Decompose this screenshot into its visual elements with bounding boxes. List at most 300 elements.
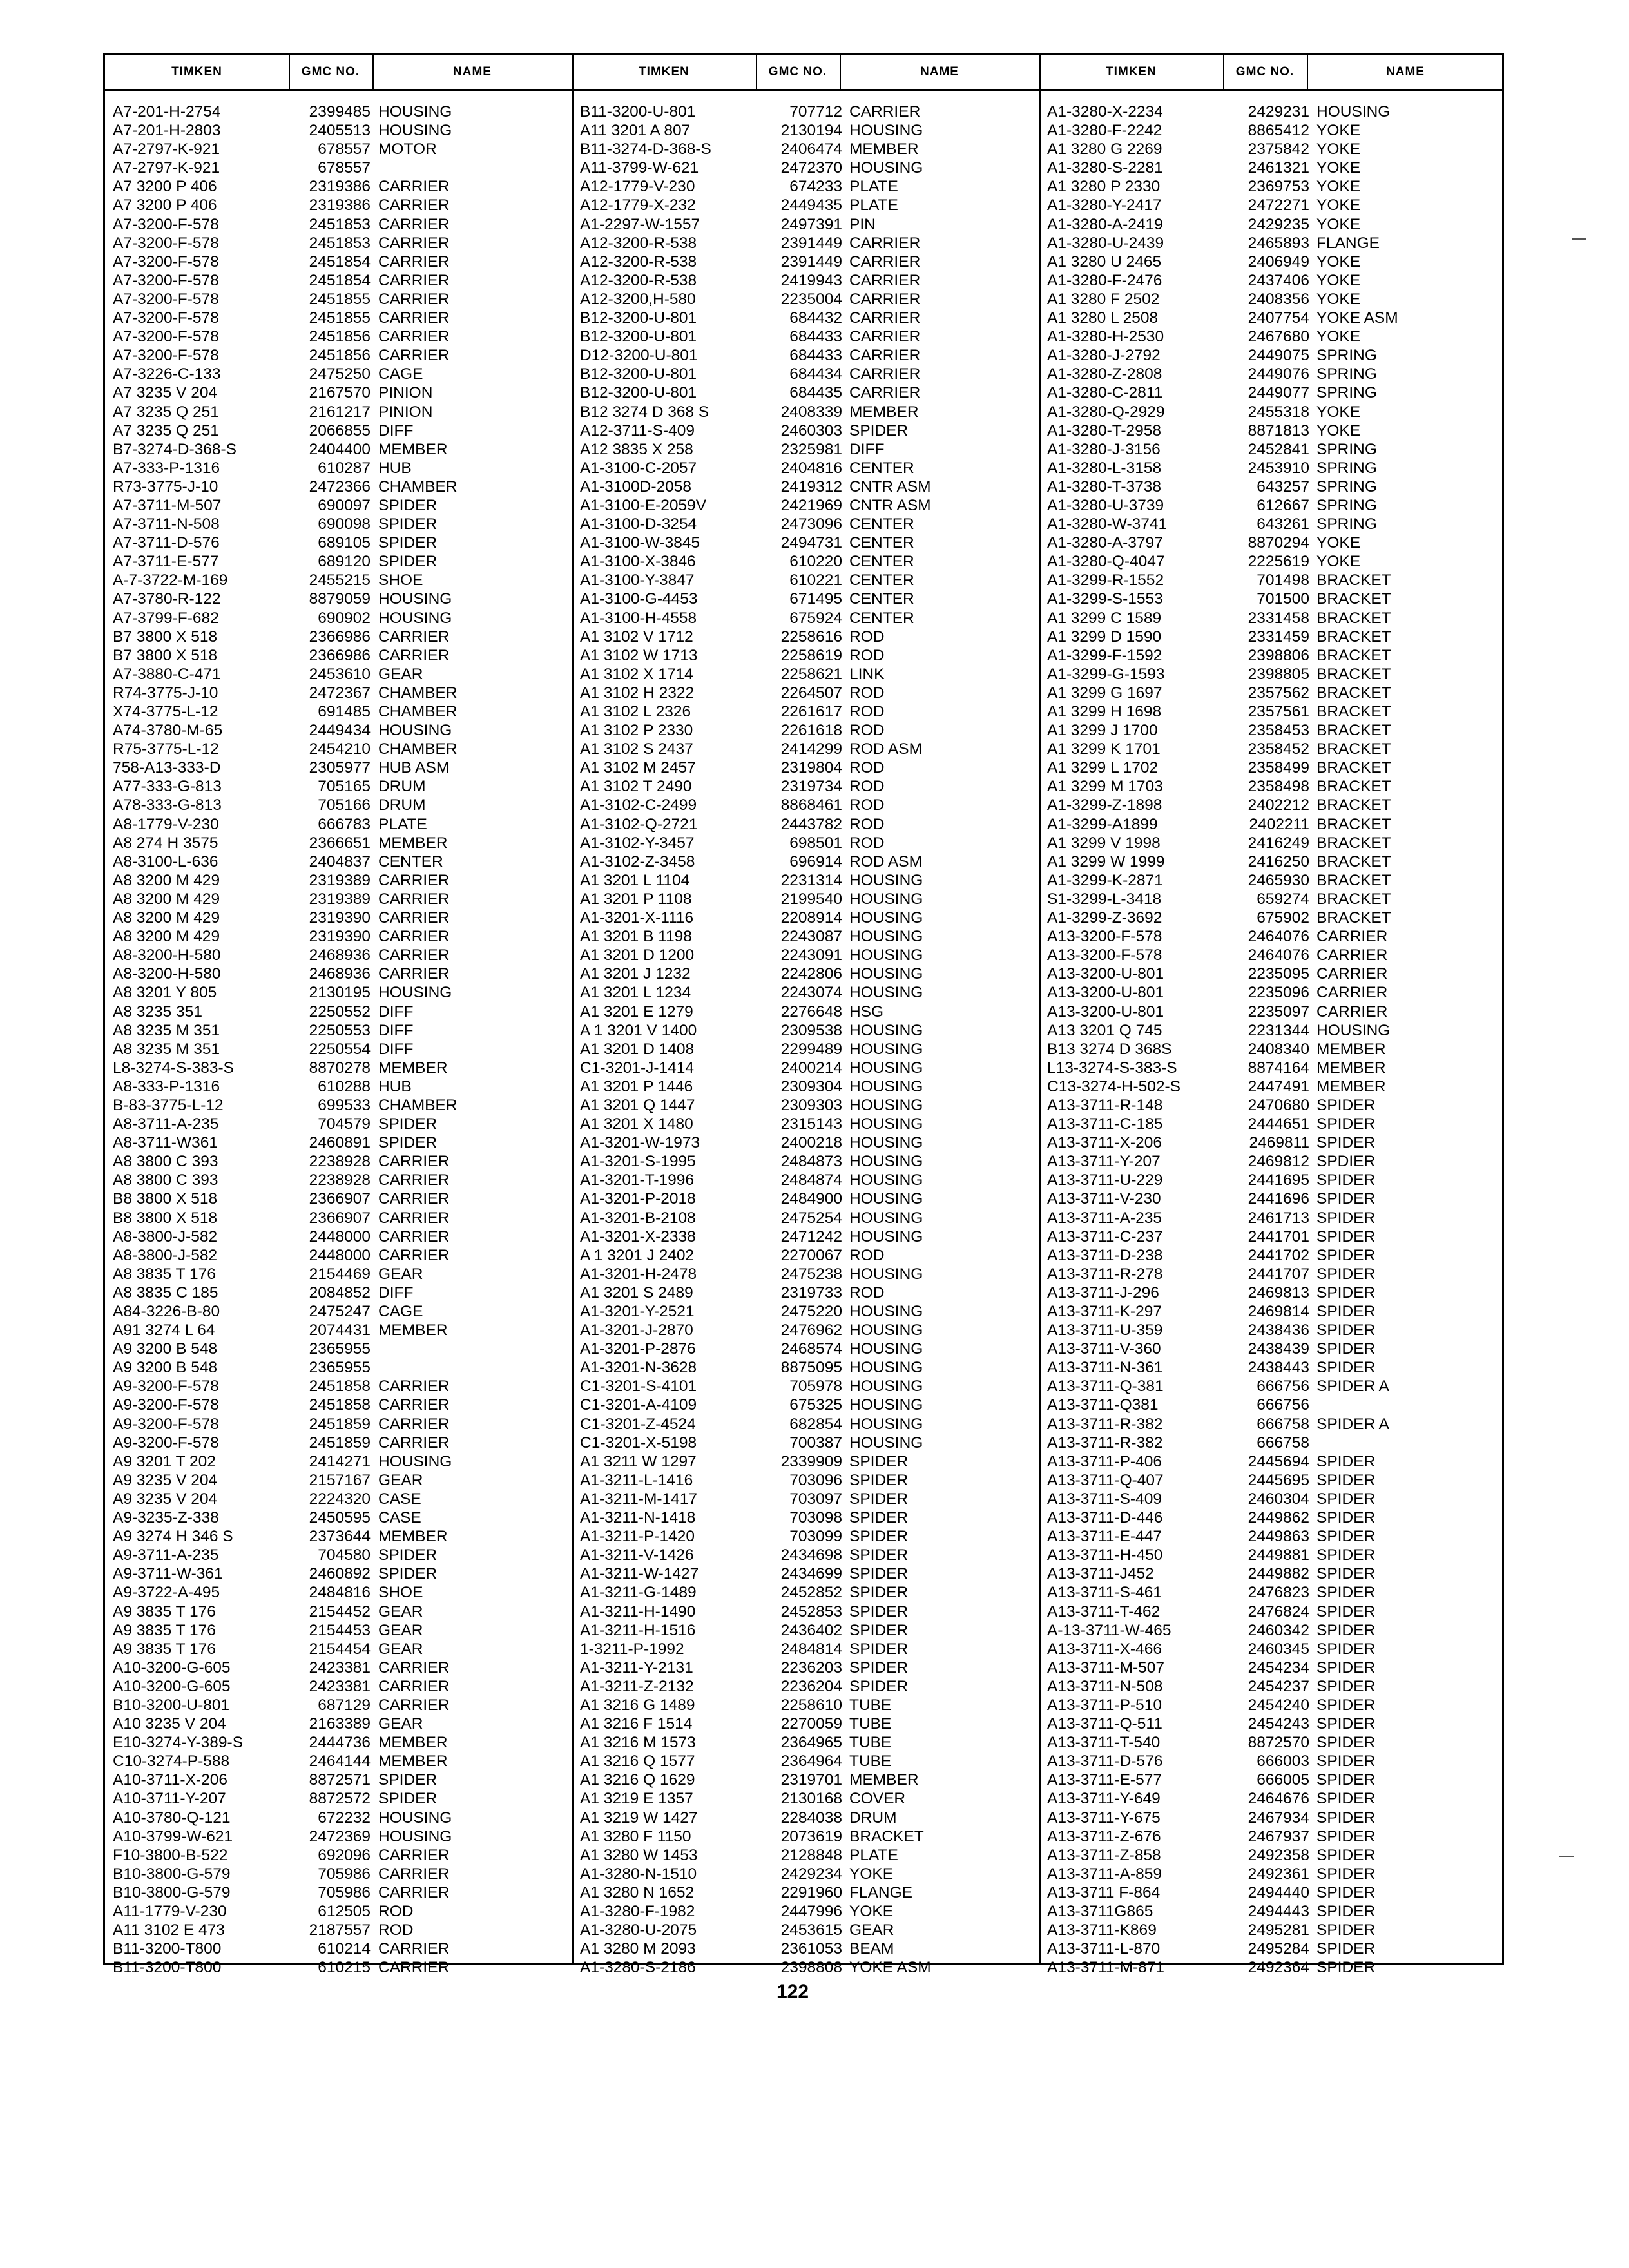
gmc-number: 2258610 <box>780 1696 842 1714</box>
part-name: ROD <box>378 1903 414 1920</box>
gmc-number: 2451859 <box>309 1415 371 1433</box>
table-row <box>1047 1377 1499 1396</box>
timken-number: A11 3102 E 473 <box>113 1921 225 1939</box>
part-name: PLATE <box>849 1846 898 1864</box>
gmc-number: 700387 <box>789 1434 842 1452</box>
timken-number: A1 3216 G 1489 <box>580 1696 695 1714</box>
timken-number: A1 3102 M 2457 <box>580 759 696 777</box>
part-name: ROD <box>849 815 885 833</box>
part-name: ROD ASM <box>849 852 922 870</box>
part-name: SPRING <box>1316 459 1377 477</box>
timken-number: A8 3835 T 176 <box>113 1265 216 1283</box>
timken-number: A78-333-G-813 <box>113 796 222 814</box>
header-timken: TIMKEN <box>1106 65 1157 79</box>
part-name: SPIDER <box>1316 1471 1376 1489</box>
table-row <box>113 102 567 121</box>
table-row <box>1047 1209 1499 1227</box>
table-row <box>1047 234 1499 253</box>
table-row <box>1047 740 1499 758</box>
gmc-number: 2497391 <box>780 215 842 233</box>
gmc-number: 2404816 <box>780 459 842 477</box>
gmc-number: 2484900 <box>780 1190 842 1208</box>
gmc-number: 2453615 <box>780 1921 842 1939</box>
part-name: HOUSING <box>378 1452 452 1470</box>
timken-number: A1-3201-X-1116 <box>580 909 694 927</box>
table-row <box>1047 1040 1499 1059</box>
timken-number: A13-3711-S-461 <box>1047 1584 1162 1602</box>
part-name: SPIDER <box>849 1658 909 1677</box>
table-row <box>1047 1059 1499 1077</box>
gmc-number: 2319390 <box>309 909 371 927</box>
gmc-number: 703098 <box>789 1509 842 1527</box>
timken-number: A1-3280-A-3797 <box>1047 534 1163 552</box>
table-row <box>113 421 567 440</box>
table-row <box>580 721 1034 740</box>
part-name: BRACKET <box>1316 572 1391 590</box>
timken-number: A10 3235 V 204 <box>113 1715 226 1733</box>
gmc-number: 2258616 <box>780 628 842 646</box>
timken-number: A7-3200-F-578 <box>113 328 219 346</box>
gmc-number: 2454210 <box>309 740 371 758</box>
gmc-number: 8872572 <box>309 1790 371 1808</box>
table-row <box>113 1096 567 1115</box>
timken-number: A8 3200 M 429 <box>113 909 220 927</box>
gmc-number: 2465893 <box>1248 234 1309 252</box>
table-row <box>580 1377 1034 1396</box>
table-row <box>113 908 567 927</box>
part-name: CARRIER <box>849 234 921 252</box>
gmc-number: 2423381 <box>309 1677 371 1695</box>
timken-number: A13-3711-S-409 <box>1047 1490 1162 1508</box>
timken-number: A8 3835 C 185 <box>113 1283 218 1302</box>
part-name: SHOE <box>378 1584 423 1602</box>
table-row <box>1047 1246 1499 1265</box>
table-row <box>580 1789 1034 1808</box>
table-row <box>113 1921 567 1939</box>
table-row <box>1047 1715 1499 1733</box>
timken-number: A7-2797-K-921 <box>113 140 220 159</box>
gmc-number: 2225619 <box>1248 553 1309 571</box>
gmc-number: 2276648 <box>780 1003 842 1021</box>
part-name: SPIDER <box>1316 1584 1376 1602</box>
timken-number: A1 3216 Q 1577 <box>580 1753 695 1771</box>
table-row <box>1047 852 1499 871</box>
timken-number: A8 3235 M 351 <box>113 1021 220 1039</box>
gmc-number: 2452852 <box>780 1584 842 1602</box>
part-name: SPIDER <box>1316 1171 1376 1189</box>
table-row <box>580 927 1034 946</box>
timken-number: A1-3201-H-2478 <box>580 1265 697 1283</box>
part-name: SPIDER <box>1316 1209 1376 1227</box>
gmc-number: 707712 <box>789 103 842 120</box>
gmc-number: 2438436 <box>1248 1321 1309 1340</box>
table-row <box>580 496 1034 515</box>
timken-number: S1-3299-L-3418 <box>1047 890 1162 908</box>
gmc-number: 643257 <box>1257 477 1309 495</box>
part-name: HOUSING <box>378 984 452 1002</box>
timken-number: B11-3274-D-368-S <box>580 140 711 159</box>
table-row <box>580 852 1034 871</box>
table-row <box>580 1452 1034 1471</box>
table-row <box>1047 1265 1499 1283</box>
gmc-number: 2469814 <box>1248 1303 1309 1320</box>
timken-number: A1 3216 F 1514 <box>580 1715 693 1733</box>
part-name: CARRIER <box>378 1940 450 1958</box>
table-row <box>1047 1827 1499 1846</box>
gmc-number: 8871813 <box>1248 421 1309 439</box>
gmc-number: 2451855 <box>309 309 371 327</box>
timken-number: A7-3711-D-576 <box>113 534 220 552</box>
part-name: CARRIER <box>378 234 450 252</box>
timken-number: A1 3211 W 1297 <box>580 1452 697 1470</box>
gmc-number: 684433 <box>789 328 842 346</box>
gmc-number: 666756 <box>1257 1378 1309 1396</box>
timken-number: A1-3201-J-2870 <box>580 1321 693 1340</box>
table-row <box>113 121 567 140</box>
timken-number: A7-3200-F-578 <box>113 215 219 233</box>
timken-number: A9-3200-F-578 <box>113 1396 219 1414</box>
part-name: SPIDER <box>378 1134 438 1152</box>
table-row <box>580 1715 1034 1733</box>
part-name: CARRIER <box>378 1209 450 1227</box>
part-name: CAGE <box>378 1303 423 1320</box>
gmc-number: 2258619 <box>780 646 842 664</box>
table-row <box>1047 215 1499 234</box>
gmc-number: 2495281 <box>1248 1921 1309 1939</box>
timken-number: A1-3280-J-2792 <box>1047 347 1161 365</box>
gmc-number: 2445695 <box>1248 1471 1309 1489</box>
table-row <box>580 1733 1034 1752</box>
table-row <box>1047 1546 1499 1564</box>
timken-number: A13-3711-R-382 <box>1047 1434 1163 1452</box>
table-row <box>1047 1846 1499 1865</box>
timken-number: A8 3200 M 429 <box>113 871 220 889</box>
part-name: TUBE <box>849 1715 892 1733</box>
part-name: CARRIER <box>378 1190 450 1208</box>
table-row <box>1047 1696 1499 1715</box>
part-name: CARRIER <box>849 253 921 271</box>
table-row <box>580 1189 1034 1208</box>
table-row <box>113 983 567 1002</box>
gmc-number: 666005 <box>1257 1771 1309 1789</box>
table-row <box>113 1396 567 1414</box>
timken-number: A9-3200-F-578 <box>113 1434 219 1452</box>
gmc-number: 674233 <box>789 178 842 196</box>
gmc-number: 2460892 <box>309 1565 371 1583</box>
part-name: CARRIER <box>378 1246 450 1264</box>
table-row <box>1047 309 1499 327</box>
timken-number: A8 3235 M 351 <box>113 1040 220 1058</box>
timken-number: B11-3200-T800 <box>113 1959 222 1977</box>
gmc-number: 666758 <box>1257 1415 1309 1433</box>
table-row <box>580 646 1034 665</box>
table-row <box>113 1246 567 1265</box>
timken-number: A1-3280-U-3739 <box>1047 496 1164 514</box>
gmc-number: 2358453 <box>1248 722 1309 740</box>
part-name: SPIDER <box>849 1452 909 1470</box>
part-name: CARRIER <box>1316 928 1388 946</box>
gmc-number: 2467680 <box>1248 328 1309 346</box>
part-name: MEMBER <box>1316 1040 1386 1058</box>
timken-number: A1-3100-D-3254 <box>580 515 697 533</box>
table-row <box>113 1715 567 1733</box>
table-row <box>1047 1471 1499 1490</box>
table-row <box>1047 140 1499 159</box>
gmc-number: 2319386 <box>309 178 371 196</box>
gmc-number: 8868461 <box>780 796 842 814</box>
gmc-number: 2264507 <box>780 684 842 702</box>
table-row <box>580 1527 1034 1546</box>
gmc-number: 703097 <box>789 1490 842 1508</box>
table-row <box>1047 1321 1499 1340</box>
gmc-number: 610214 <box>318 1940 371 1958</box>
timken-number: A13-3711-C-237 <box>1047 1227 1163 1245</box>
timken-number: A13-3711-Q-381 <box>1047 1378 1164 1396</box>
timken-number: A1 3201 D 1200 <box>580 947 695 965</box>
table-row <box>580 609 1034 628</box>
table-row <box>1047 1021 1499 1040</box>
table-row <box>1047 1583 1499 1602</box>
part-name: CARRIER <box>378 1959 450 1977</box>
gmc-number: 2309303 <box>780 1096 842 1114</box>
header-gmc-no: GMC NO. <box>1235 65 1295 79</box>
timken-number: A1-2297-W-1557 <box>580 215 700 233</box>
table-row <box>1047 1133 1499 1152</box>
timken-number: A1 3201 P 1108 <box>580 890 692 908</box>
timken-number: A13 3201 Q 745 <box>1047 1021 1162 1039</box>
table-row <box>580 346 1034 365</box>
timken-number: C10-3274-P-588 <box>113 1753 230 1771</box>
gmc-number: 2235096 <box>1248 984 1309 1002</box>
timken-number: A11 3201 A 807 <box>580 122 691 140</box>
table-row <box>1047 609 1499 628</box>
part-name: SPRING <box>1316 384 1377 402</box>
gmc-number: 2243074 <box>780 984 842 1002</box>
gmc-number: 2438439 <box>1248 1340 1309 1358</box>
timken-number: A7-3880-C-471 <box>113 665 221 683</box>
gmc-number: 2365955 <box>309 1340 371 1358</box>
part-name: MEMBER <box>1316 1077 1386 1095</box>
table-row <box>1047 1771 1499 1789</box>
gmc-number: 2130194 <box>780 122 842 140</box>
timken-number: A9-3235-Z-338 <box>113 1509 219 1527</box>
table-row <box>1047 1434 1499 1452</box>
table-row <box>1047 777 1499 796</box>
gmc-number: 2449077 <box>1248 384 1309 402</box>
timken-number: A1-3201-X-2338 <box>580 1227 696 1245</box>
part-name: CARRIER <box>378 328 450 346</box>
table-row <box>580 1865 1034 1883</box>
gmc-number: 691485 <box>318 703 371 720</box>
part-name: MEMBER <box>378 1321 448 1340</box>
timken-number: A13-3711-M-507 <box>1047 1658 1165 1677</box>
timken-number: A9 3274 H 346 S <box>113 1528 233 1546</box>
part-name: BRACKET <box>1316 590 1391 608</box>
timken-number: A13-3711-D-238 <box>1047 1246 1163 1264</box>
table-row <box>580 440 1034 459</box>
timken-number: A13-3200-F-578 <box>1047 928 1162 946</box>
table-row <box>113 1846 567 1865</box>
table-row <box>113 290 567 309</box>
gmc-number: 2438443 <box>1248 1359 1309 1377</box>
gmc-number: 2358498 <box>1248 778 1309 796</box>
table-row <box>580 965 1034 983</box>
table-row <box>580 309 1034 327</box>
table-row <box>113 740 567 758</box>
gmc-number: 2436402 <box>780 1621 842 1639</box>
table-row <box>113 1415 567 1434</box>
gmc-number: 2445694 <box>1248 1452 1309 1470</box>
table-row <box>113 1471 567 1490</box>
table-row <box>1047 327 1499 346</box>
table-row <box>113 215 567 234</box>
part-name: SPIDER <box>849 1546 909 1564</box>
table-row <box>1047 459 1499 477</box>
gmc-number: 2444736 <box>309 1734 371 1752</box>
timken-number: A1-3211-W-1427 <box>580 1565 699 1583</box>
gmc-number: 2472370 <box>780 159 842 177</box>
table-row <box>1047 403 1499 421</box>
part-name: HOUSING <box>849 122 923 140</box>
header-gmc-no: GMC NO. <box>768 65 827 79</box>
gmc-number: 2473096 <box>780 515 842 533</box>
gmc-number: 2494440 <box>1248 1883 1309 1901</box>
timken-number: A7-3200-F-578 <box>113 234 219 252</box>
timken-number: A13-3711-E-447 <box>1047 1528 1162 1546</box>
timken-number: B12-3200-U-801 <box>580 328 697 346</box>
gmc-number: 705166 <box>318 796 371 814</box>
part-name: SPIDER <box>1316 1265 1376 1283</box>
timken-number: A9 3835 T 176 <box>113 1640 216 1658</box>
table-row <box>113 271 567 290</box>
part-name: YOKE <box>1316 122 1361 140</box>
part-name: SPIDER A <box>1316 1378 1390 1396</box>
table-row <box>113 1321 567 1340</box>
table-row <box>580 1152 1034 1171</box>
timken-number: A1-3280-T-2958 <box>1047 421 1162 439</box>
table-row <box>113 1265 567 1283</box>
timken-number: A12-3200-R-538 <box>580 234 697 252</box>
table-row <box>1047 1415 1499 1434</box>
gmc-number: 2208914 <box>780 909 842 927</box>
part-name: SPIDER <box>849 1490 909 1508</box>
gmc-number: 2454234 <box>1248 1658 1309 1677</box>
part-name: HOUSING <box>849 1059 923 1077</box>
timken-number: A1 3102 P 2330 <box>580 722 693 740</box>
gmc-number: 2494731 <box>780 534 842 552</box>
part-name: SPIDER <box>1316 1959 1376 1977</box>
gmc-number: 2157167 <box>309 1471 371 1489</box>
part-name: CARRIER <box>849 328 921 346</box>
timken-number: A13-3200-U-801 <box>1047 965 1164 983</box>
table-row <box>580 234 1034 253</box>
table-row <box>1047 177 1499 196</box>
part-name: SPIDER <box>1316 1490 1376 1508</box>
gmc-number: 2441701 <box>1248 1227 1309 1245</box>
table-row <box>580 908 1034 927</box>
timken-number: A7 3235 Q 251 <box>113 403 219 421</box>
timken-number: A1-3280-Q-4047 <box>1047 553 1165 571</box>
timken-number: A1 3201 L 1104 <box>580 871 690 889</box>
header-timken: TIMKEN <box>171 65 222 79</box>
timken-number: A13-3711-K-297 <box>1047 1303 1162 1320</box>
gmc-number: 2444651 <box>1248 1115 1309 1133</box>
part-name: PLATE <box>849 197 898 215</box>
timken-number: A7-3711-E-577 <box>113 553 219 571</box>
table-row <box>113 1340 567 1358</box>
timken-number: A1-3280-A-2419 <box>1047 215 1163 233</box>
timken-number: A1 3280 P 2330 <box>1047 178 1161 196</box>
timken-number: A1-3280-F-1982 <box>580 1903 695 1920</box>
header-name: NAME <box>453 65 492 79</box>
gmc-number: 2449076 <box>1248 365 1309 383</box>
gmc-number: 2455318 <box>1248 403 1309 421</box>
timken-number: A-7-3722-M-169 <box>113 572 228 590</box>
table-row <box>580 1415 1034 1434</box>
timken-number: A7-201-H-2803 <box>113 122 221 140</box>
table-row <box>1047 815 1499 834</box>
timken-number: C1-3201-J-1414 <box>580 1059 695 1077</box>
table-row <box>113 1640 567 1658</box>
table-row <box>580 1227 1034 1246</box>
part-name: MEMBER <box>378 1734 448 1752</box>
table-row <box>1047 440 1499 459</box>
part-name: HOUSING <box>849 1115 923 1133</box>
gmc-number: 8870294 <box>1248 534 1309 552</box>
gmc-number: 2421969 <box>780 496 842 514</box>
table-row <box>113 496 567 515</box>
part-name: BRACKET <box>1316 890 1391 908</box>
gmc-number: 2419943 <box>780 271 842 289</box>
gmc-number: 2270067 <box>780 1246 842 1264</box>
timken-number: B10-3800-G-579 <box>113 1865 231 1883</box>
part-name: HOUSING <box>849 1021 923 1039</box>
timken-number: X74-3775-L-12 <box>113 703 218 720</box>
table-row <box>580 946 1034 965</box>
gmc-number: 2250552 <box>309 1003 371 1021</box>
timken-number: 1-3211-P-1992 <box>580 1640 684 1658</box>
table-row <box>113 365 567 383</box>
gmc-number: 2325981 <box>780 440 842 458</box>
part-name: SPIDER <box>1316 1677 1376 1695</box>
timken-number: A13-3711-Y-649 <box>1047 1790 1161 1808</box>
table-row <box>580 665 1034 684</box>
part-name: MEMBER <box>378 1059 448 1077</box>
table-row <box>113 1902 567 1921</box>
table-row <box>1047 890 1499 908</box>
timken-number: B11-3200-U-801 <box>580 103 696 120</box>
timken-number: A7 3235 V 204 <box>113 384 218 402</box>
part-name: CARRIER <box>378 1434 450 1452</box>
gmc-number: 2339909 <box>780 1452 842 1470</box>
timken-number: A1-3299-G-1593 <box>1047 665 1165 683</box>
part-name: HOUSING <box>849 1171 923 1189</box>
table-row <box>1047 834 1499 852</box>
table-row <box>580 1246 1034 1265</box>
gmc-number: 2475247 <box>309 1303 371 1320</box>
table-row <box>580 1696 1034 1715</box>
gmc-number: 2472367 <box>309 684 371 702</box>
gmc-number: 2475220 <box>780 1303 842 1320</box>
table-row <box>580 1096 1034 1115</box>
gmc-number: 2130195 <box>309 984 371 1002</box>
part-name: SPIDER <box>849 1621 909 1639</box>
gmc-number: 704579 <box>318 1115 371 1133</box>
part-name: HOUSING <box>378 609 452 627</box>
timken-number: A1-3100-X-3846 <box>580 553 696 571</box>
timken-number: A1 3201 D 1408 <box>580 1040 695 1058</box>
table-row <box>1047 1809 1499 1827</box>
